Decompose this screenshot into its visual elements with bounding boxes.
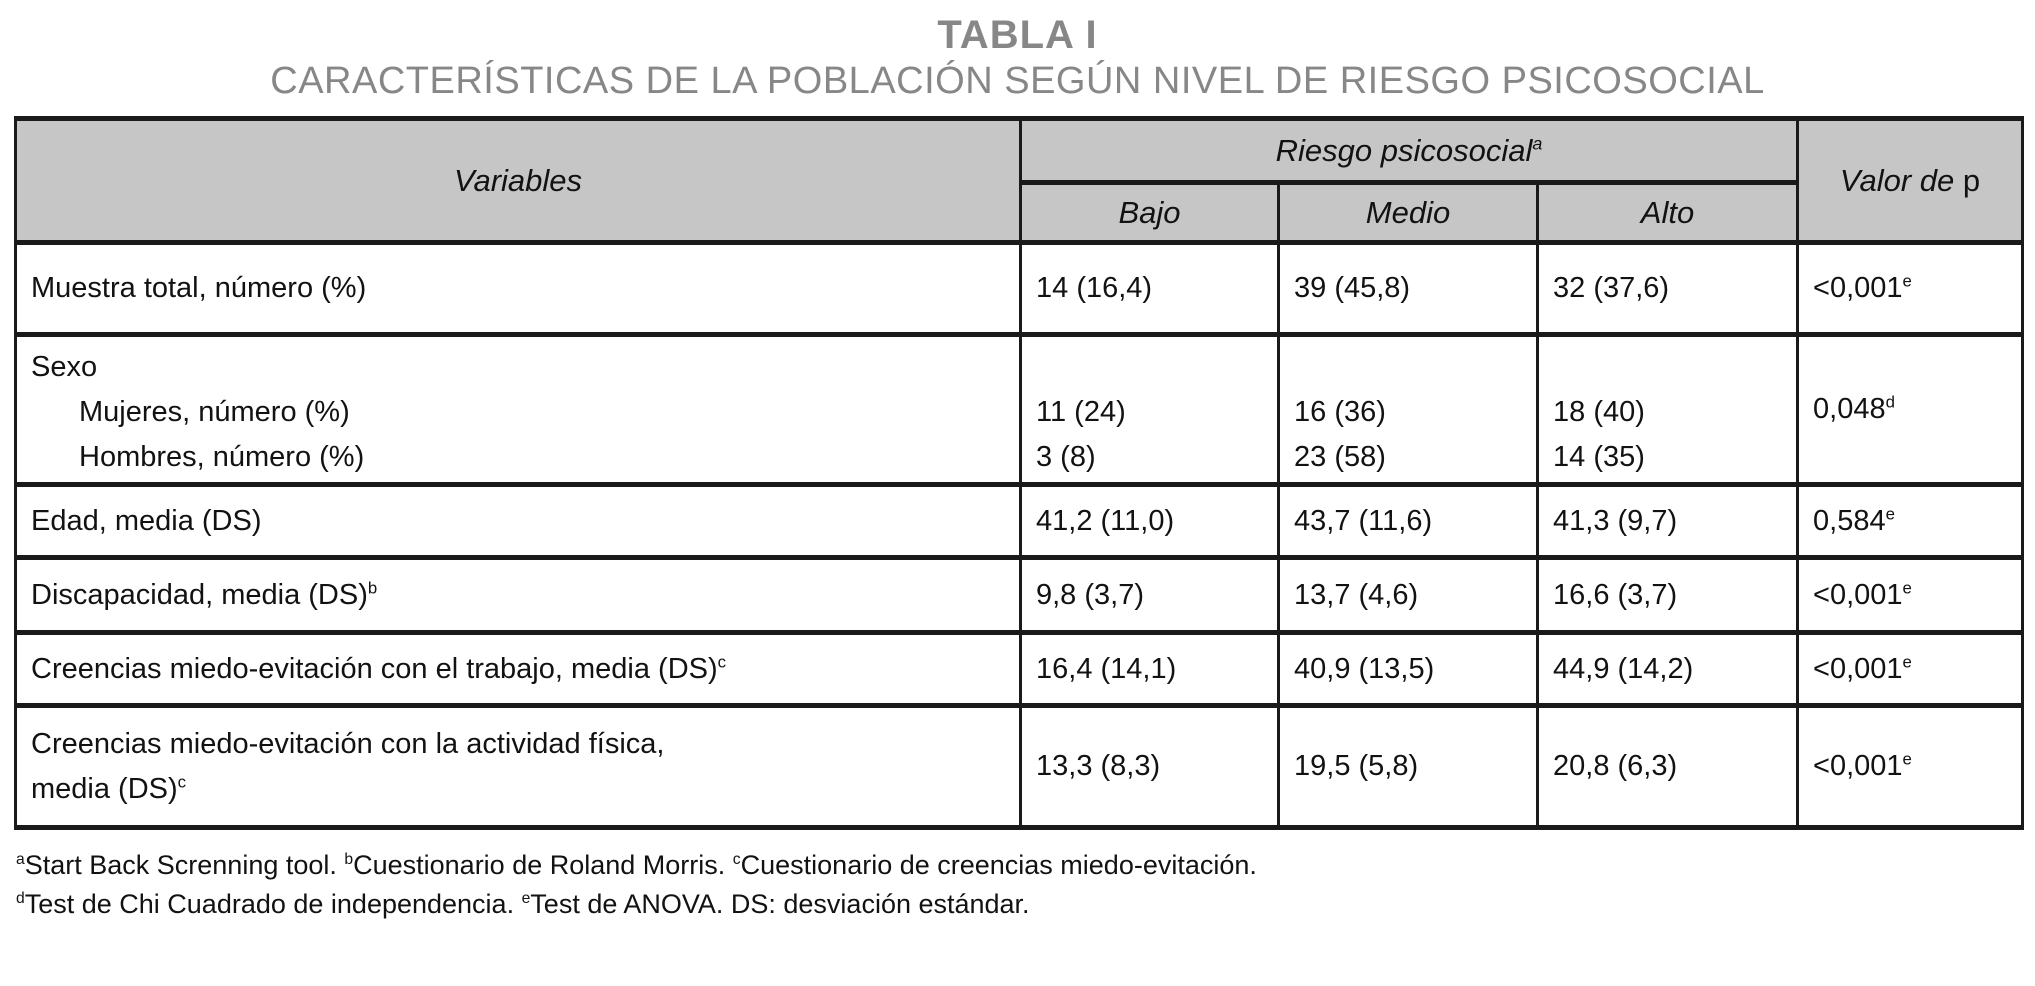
table-row-discapacidad [16,558,2023,633]
row-label-line: Edad, media (DS) [31,504,262,537]
cell-medio [1279,243,1538,335]
row-label-line: Muestra total, número (%) [31,272,367,304]
row-label-cell [16,485,1021,558]
cell-alto [1538,485,1798,558]
superscript-e: e [1902,577,1912,597]
column-header-valor-p [1798,119,2023,243]
footnotes [16,846,2035,924]
row-label-line: Sexo [31,351,98,383]
value-line: 14 (35) [1553,441,1645,473]
p-symbol: p [1962,162,1981,198]
value-line: 11 (24) [1036,396,1126,428]
cell-p-value: <0,001$^e$ [1798,558,2023,633]
cell-p-value: 0,584e [1798,485,2023,558]
cell-bajo [1021,243,1279,335]
value-line: 3 (8) [1036,441,1096,473]
table-row-actividad [16,706,2023,828]
column-header-riesgo-psicosocial [1021,119,1798,183]
cell-bajo [1021,558,1279,633]
riesgo-group-label: Riesgo psicosocial [1275,132,1533,168]
valor-de-label: Valor de [1839,162,1955,198]
value-line: 41,3 (9,7) [1553,504,1678,537]
row-label-line: Creencias miedo-evitación con la actividad física, [31,727,665,760]
cell-p-value: <0,001$^e$ [1798,706,2023,828]
row-label-line: Creencias miedo-evitación con el trabajo, media (DS)$^c$ [31,651,727,685]
column-header-bajo: Bajo [1021,183,1279,243]
cell-medio [1279,706,1538,828]
value-line: 13,3 (8,3) [1036,750,1161,782]
superscript-a: a [16,851,25,868]
table-row-sexo [16,335,2023,485]
table-header [16,119,2023,243]
superscript-e: e [1902,749,1912,769]
cell-p-value: <0,001$^e$ [1798,633,2023,706]
superscript-c: c [717,651,727,671]
table-caption [0,12,2035,104]
cell-p-value: <0,001$^e$ [1798,243,2023,335]
cell-alto [1538,243,1798,335]
column-header-medio: Medio [1279,183,1538,243]
table-row-edad [16,485,2023,558]
table-title: TABLA I [937,13,1098,57]
cell-bajo [1021,633,1279,706]
row-label-cell [16,558,1021,633]
cell-bajo [1021,706,1279,828]
superscript-b: b [344,851,354,868]
superscript-c: c [732,851,741,868]
row-label-cell [16,706,1021,828]
value-line: 16,6 (3,7) [1553,578,1678,611]
row-label-line: Mujeres, número (%) [79,396,350,428]
value-line: 43,7 (11,6) [1294,504,1433,537]
value-line: 19,5 (5,8) [1294,750,1419,782]
variables-label: Variables [453,162,583,198]
superscript-b: b [367,577,378,597]
cell-p-value: 0,048$^d$ [1798,335,2023,485]
value-line: 18 (40) [1553,396,1645,428]
value-line: 16,4 (14,1) [1036,652,1177,685]
cell-alto [1538,706,1798,828]
row-label-line: media (DS)$^c$ [31,771,187,805]
row-label-line: Hombres, número (%) [79,441,365,473]
superscript-e: e [1885,503,1895,523]
superscript-a: a [1532,133,1543,154]
cell-medio [1279,485,1538,558]
row-label-cell [16,633,1021,706]
cell-bajo [1021,485,1279,558]
superscript-c: c [177,771,187,791]
value-line: 23 (58) [1294,441,1386,473]
table-subtitle: CARACTERÍSTICAS DE LA POBLACIÓN SEGÚN NIVEL DE RIESGO PSICOSOCIAL [270,60,1765,102]
value-line: 9,8 (3,7) [1036,578,1144,611]
value-line: 32 (37,6) [1553,272,1670,304]
cell-alto [1538,558,1798,633]
cell-medio [1279,633,1538,706]
row-label-cell [16,335,1021,485]
value-line: 13,7 (4,6) [1294,578,1419,611]
footnote-line-2: $^d$Test de Chi Cuadrado de independencia. $^e$Test de ANOVA. DS: desviación estándar. [16,889,1030,919]
column-header-alto: Alto [1538,183,1798,243]
value-line: 39 (45,8) [1294,272,1411,304]
value-line: 14 (16,4) [1036,272,1153,304]
superscript-e: e [1902,271,1912,291]
cell-medio [1279,335,1538,485]
cell-bajo [1021,335,1279,485]
superscript-d: d [1885,392,1895,412]
superscript-e: e [1902,651,1912,671]
superscript-d: d [16,890,25,907]
row-label-line: Discapacidad, media (DS)$^b$ [31,577,378,611]
characteristics-table [14,116,2024,830]
superscript-e: e [521,890,531,907]
column-header-variables [16,119,1021,243]
cell-alto [1538,335,1798,485]
value-line: 41,2 (11,0) [1036,504,1175,537]
value-line: 20,8 (6,3) [1553,750,1678,782]
cell-medio [1279,558,1538,633]
table-row-muestra [16,243,2023,335]
footnote-line-1: $^a$Start Back Screnning tool. $^b$Cuestionario de Roland Morris. $^c$Cuestionario de creencias miedo-evitación. [16,850,1257,880]
table-body [16,243,2023,828]
table-row-trabajo [16,633,2023,706]
value-line: 44,9 (14,2) [1553,652,1694,685]
value-line: 40,9 (13,5) [1294,652,1435,685]
cell-alto [1538,633,1798,706]
value-line: 16 (36) [1294,396,1386,428]
row-label-cell [16,243,1021,335]
